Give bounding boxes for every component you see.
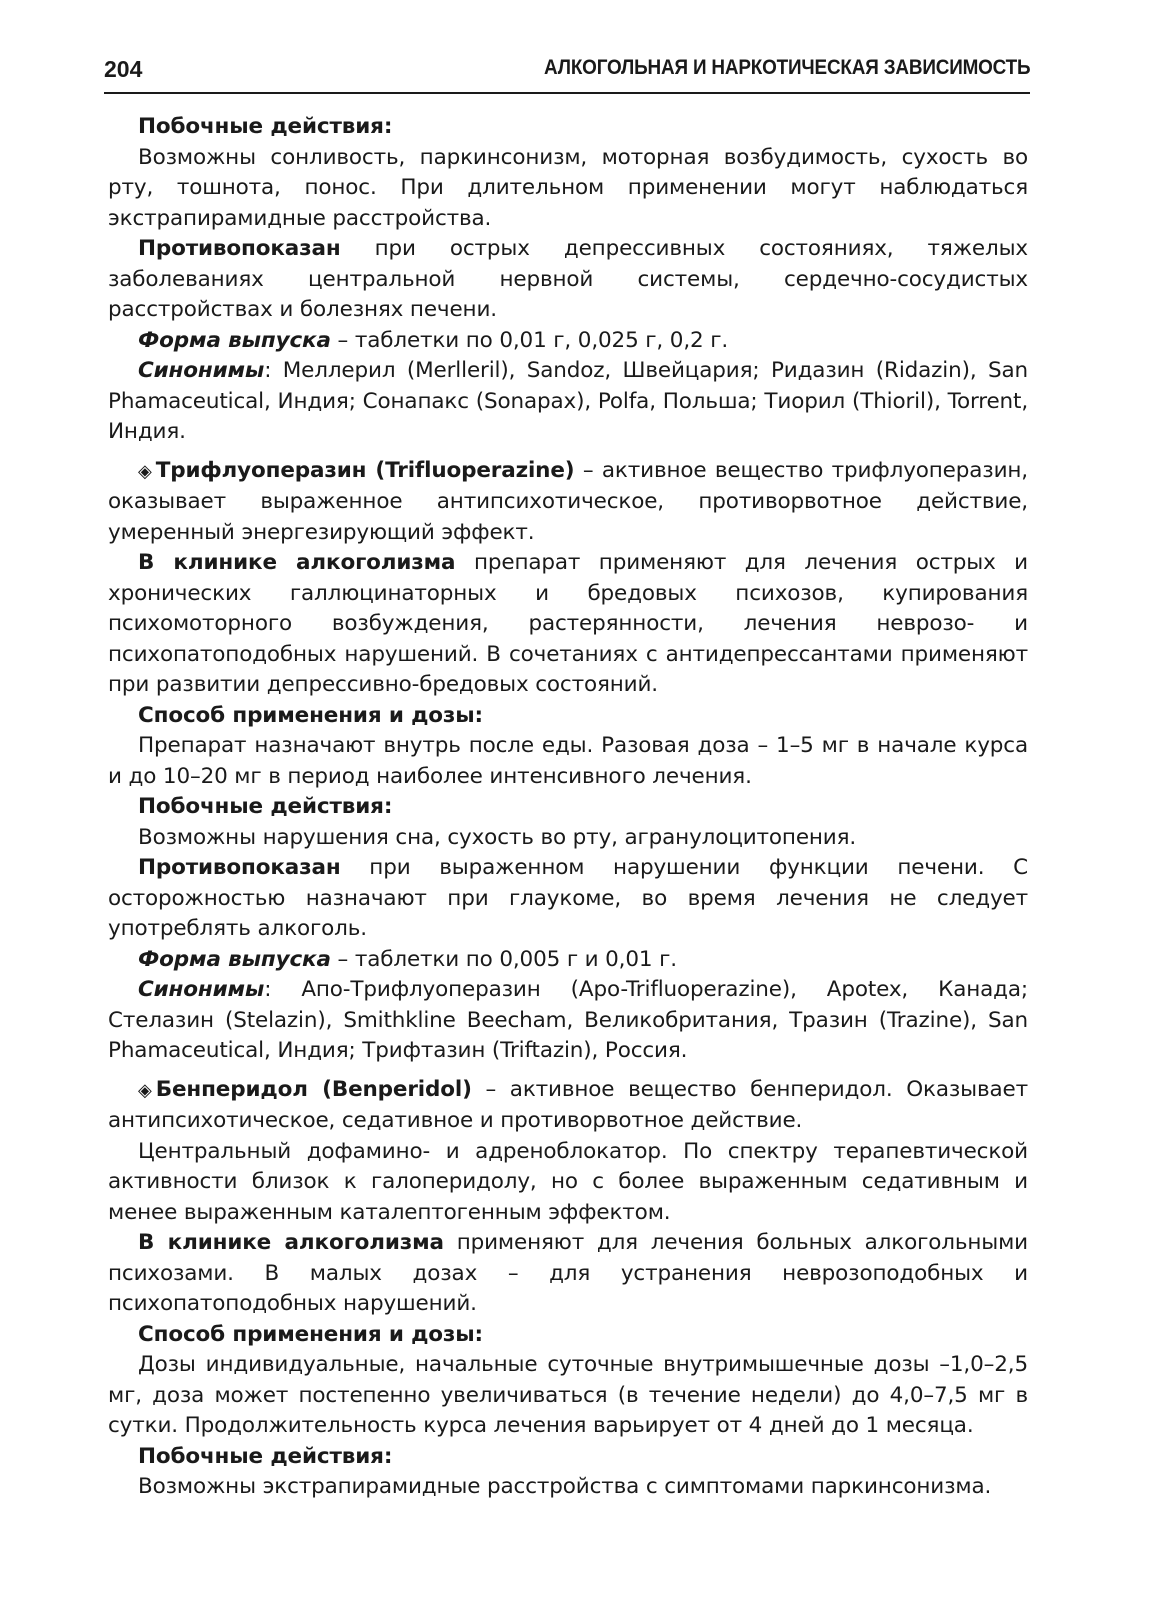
paragraph (108, 548, 1028, 701)
paragraph (108, 945, 1028, 976)
term: Форма выпуска (138, 946, 331, 972)
paragraph: Возможны нарушения сна, сухость во рту, агранулоцитопения. (138, 824, 857, 850)
section-heading: Побочные действия: (138, 114, 393, 139)
paragraph-text: применяют для лечения больных алкогольными психозами. В малых дозах – для устранения неврозоподобных и психопатоподобных нарушений. (108, 1230, 1029, 1316)
body-text (108, 112, 1028, 1503)
paragraph: Центральный дофамино- и адреноблокатор. По спектру терапевтической активности близок к галоперидолу, но с более выраженным седативным и менее выраженным каталептогенным эффектом. (108, 1138, 1028, 1225)
paragraph: Дозы индивидуальные, начальные суточные внутримышечные дозы –1,0–2,5 мг, доза может постепенно увеличиваться (в течение недели) до 4,0–7,5 мг в сутки. Продолжительность курса лечения варьирует от 4 дней до 1 месяца. (108, 1352, 1028, 1438)
paragraph (108, 975, 1028, 1067)
term: Форма выпуска (138, 327, 331, 353)
paragraph: Возможны экстрапирамидные расстройства с симптомами паркинсонизма. (138, 1474, 992, 1499)
paragraph-text: при острых депрессивных состояниях, тяжелых заболеваниях центральной нервной системы, сердечно-сосудистых расстройствах и болезнях печени. (108, 236, 1028, 322)
drug-name: Трифлуоперазин (Trifluoperazine) (155, 457, 575, 483)
running-title: АЛКОГОЛЬНАЯ И НАРКОТИЧЕСКАЯ ЗАВИСИМОСТЬ (543, 56, 1030, 79)
section-heading: Способ применения и дозы: (138, 702, 483, 728)
paragraph: Возможны сонливость, паркинсонизм, моторная возбудимость, сухость во рту, тошнота, понос. При длительном применении могут наблюдаться экстрапирамидные расстройства. (108, 144, 1028, 231)
paragraph-text: : Меллерил (Merlleril), Sandoz, Швейцария; Ридазин (Ridazin), San Phamaceutical, Индия; Сонапакс (Sonapax), Polfa, Польша; Тиорил (Thioril), Torrent, Индия. (108, 358, 1028, 444)
paragraph: Препарат назначают внутрь после еды. Разовая доза – 1–5 мг в начале курса и до 10–20 мг в период наиболее интенсивного лечения. (108, 733, 1028, 789)
term: Противопоказан (138, 855, 341, 880)
paragraph-text: : Апо-Трифлуоперазин (Apo-Trifluoperazine), Apotex, Канада; Стелазин (Stelazin), Smithkline Beecham, Великобритания, Тразин (Trazine), San Phamaceutical, Индия; Трифтазин (Triftazin), Россия. (108, 977, 1028, 1063)
paragraph (108, 326, 1028, 357)
paragraph-text: – активное вещество трифлуоперазин, оказывает выраженное антипсихотическое, противорвотное действие, умеренный энергезирующий эффект. (108, 457, 1028, 545)
term: В клинике алкоголизма (138, 1230, 444, 1255)
section-heading: Способ применения и дозы: (138, 1321, 483, 1347)
paragraph-text: препарат применяют для лечения острых и хронических галлюцинаторных и бредовых психозов, купирования психомоторного возбуждения, растерянности, лечения неврозо- и психопатоподобных нарушений. В сочетаниях с антидепрессантами применяют при развитии депрессивно-бредовых состояний. (108, 550, 1028, 697)
diamond-bullet-icon: ◈ (138, 460, 152, 482)
drug-name: Бенперидол (Benperidol) (155, 1076, 472, 1102)
section-heading: Побочные действия: (138, 1443, 393, 1469)
paragraph (108, 1228, 1028, 1320)
drug-entry (108, 1075, 1028, 1137)
paragraph-text: – активное вещество бенперидол. Оказывает антипсихотическое, седативное и противорвотное действие. (108, 1076, 1028, 1133)
term: Синонимы (138, 358, 265, 383)
term: Синонимы (138, 977, 265, 1002)
page-header (104, 52, 1030, 94)
paragraph-text: – таблетки по 0,01 г, 0,025 г, 0,2 г. (330, 327, 729, 353)
paragraph-text: при выраженном нарушении функции печени. С осторожностью назначают при глаукоме, во время лечения не следует употреблять алкоголь. (108, 855, 1028, 941)
paragraph (108, 853, 1028, 945)
diamond-bullet-icon: ◈ (138, 1079, 152, 1101)
paragraph (108, 234, 1028, 326)
paragraph (108, 356, 1028, 448)
term: Противопоказан (138, 236, 341, 261)
term: В клинике алкоголизма (138, 550, 456, 575)
section-heading: Побочные действия: (138, 794, 393, 819)
paragraph-text: – таблетки по 0,005 г и 0,01 г. (330, 946, 677, 972)
drug-entry (108, 456, 1028, 549)
page-number: 204 (104, 56, 143, 82)
